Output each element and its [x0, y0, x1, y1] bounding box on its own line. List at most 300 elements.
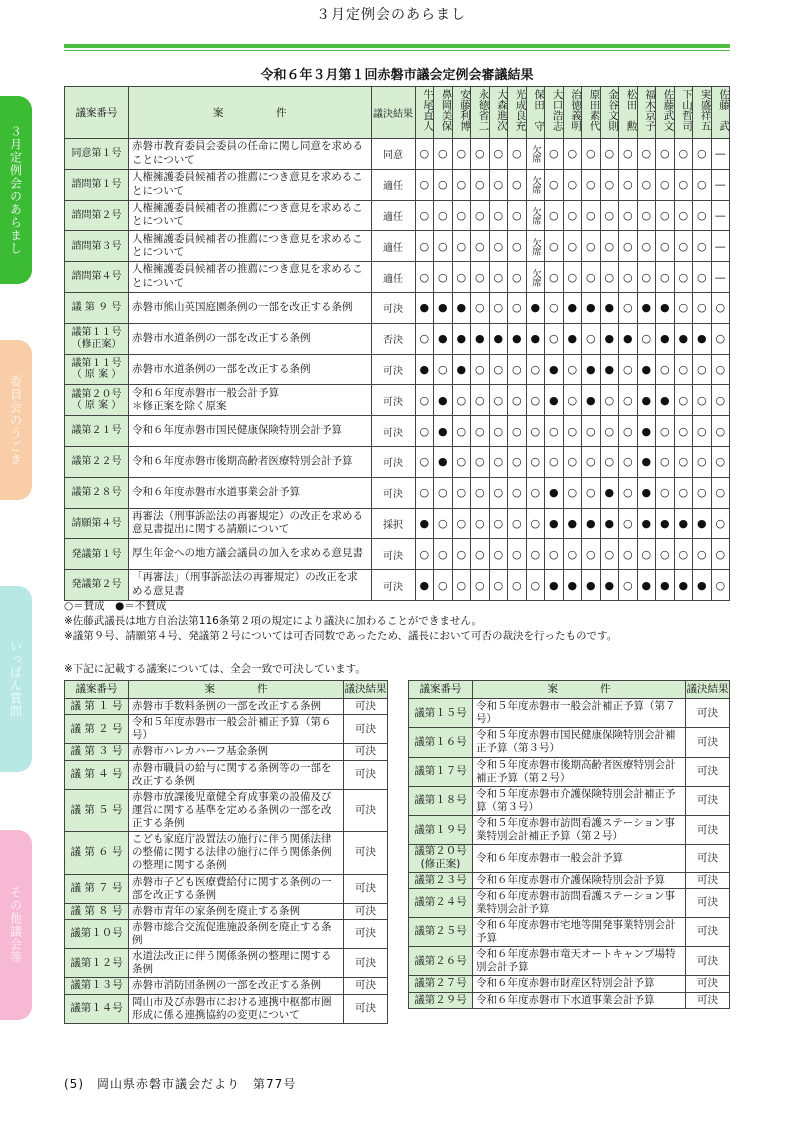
vote-cell: ○ [471, 200, 490, 231]
bill-result: 同意 [371, 139, 415, 170]
table-row [65, 416, 730, 447]
vote-cell: ○ [563, 169, 582, 200]
vote-cell: ○ [489, 539, 508, 570]
vote-cell: ○ [674, 139, 693, 170]
vote-cell: ● [582, 570, 601, 601]
bill-result: 可決 [344, 994, 388, 1023]
bill-result: 可決 [371, 292, 415, 323]
bill-number: 議第１７号 [409, 757, 473, 786]
vote-cell: ● [637, 385, 656, 416]
bill-item: 令和６年度赤磐市財産区特別会計予算 [473, 976, 686, 992]
bill-item: 令和６年度赤磐市一般会計予算 ＊修正案を除く原案 [129, 385, 372, 416]
vote-cell: ○ [619, 508, 638, 539]
member-name: 実盛祥五 [693, 87, 712, 139]
vote-cell: — [711, 139, 730, 170]
vote-cell: ● [434, 416, 453, 447]
bill-result: 可決 [344, 699, 388, 715]
vote-cell: ○ [674, 262, 693, 293]
bill-number: 議第１６号 [409, 728, 473, 757]
bill-number: 議第１８号 [409, 786, 473, 815]
vote-cell: ○ [656, 354, 675, 385]
vote-cell: ● [600, 323, 619, 354]
vote-cell: ○ [508, 200, 527, 231]
vote-cell: ○ [545, 169, 564, 200]
vote-cell: ○ [563, 139, 582, 170]
vote-cell: ○ [656, 262, 675, 293]
bill-item: 令和６年度赤磐市一般会計予算 [473, 845, 686, 872]
table-row [65, 919, 388, 948]
header-bill-number: 議案番号 [409, 681, 473, 699]
bill-result: 可決 [371, 416, 415, 447]
bill-number: 議第２１号 [65, 416, 129, 447]
vote-cell: ○ [471, 539, 490, 570]
bill-item: 赤磐市総合交流促進施設条例を廃止する条例 [129, 919, 344, 948]
table-row [65, 994, 388, 1023]
vote-cell: — [711, 231, 730, 262]
member-name: 松田 勲 [619, 87, 638, 139]
table-row [409, 976, 730, 992]
vote-cell: ○ [508, 231, 527, 262]
bill-number: 議 第 ２ 号 [65, 715, 129, 744]
vote-cell: ● [508, 323, 527, 354]
vote-cell: ○ [600, 262, 619, 293]
vote-cell: ● [415, 354, 434, 385]
header-item: 案 件 [473, 681, 686, 699]
table-row [409, 947, 730, 976]
bill-result: 可決 [686, 757, 730, 786]
member-name: 下山哲司 [674, 87, 693, 139]
vote-cell: ○ [563, 446, 582, 477]
bill-number: 議 第 ６ 号 [65, 832, 129, 874]
vote-cell: ● [471, 323, 490, 354]
table-row [65, 477, 730, 508]
vote-cell: ● [600, 354, 619, 385]
table-row [65, 446, 730, 477]
tie-note: ※議第９号、請願第４号、発議第２号については可否同数であったため、議長において可否の裁決を行ったものです。 [64, 630, 618, 642]
table-row [65, 744, 388, 760]
table-row [65, 715, 388, 744]
vote-cell: ○ [434, 477, 453, 508]
tab-general-questions[interactable]: いっぱん質問 [0, 586, 32, 772]
vote-cell: ○ [711, 446, 730, 477]
bill-result: 可決 [686, 786, 730, 815]
vote-cell: ○ [489, 354, 508, 385]
member-name: 光成良充 [508, 87, 527, 139]
vote-cell: ○ [489, 139, 508, 170]
vote-cell: ● [415, 570, 434, 601]
bill-result: 可決 [686, 976, 730, 992]
bill-result: 採択 [371, 508, 415, 539]
bill-number: 議第１５号 [409, 699, 473, 728]
vote-cell: ○ [545, 416, 564, 447]
vote-cell: ● [674, 323, 693, 354]
member-name: 原田素代 [582, 87, 601, 139]
table-row [65, 832, 388, 874]
bill-number: 議第２７号 [409, 976, 473, 992]
vote-cell: ● [582, 354, 601, 385]
vote-cell: ○ [489, 508, 508, 539]
vote-cell: ● [545, 570, 564, 601]
vote-cell: ○ [674, 539, 693, 570]
bill-result: 可決 [344, 919, 388, 948]
tab-other[interactable]: その他議会等 [0, 830, 32, 1020]
page-footer: (5) 岡山県赤磐市議会だより 第77号 [64, 1077, 297, 1091]
bill-item: 令和６年度赤磐市訪問看護ステーション事業特別会計予算 [473, 888, 686, 917]
vote-cell: ○ [637, 323, 656, 354]
vote-cell: ● [434, 323, 453, 354]
member-name: 福木京子 [637, 87, 656, 139]
vote-cell: ○ [415, 139, 434, 170]
bill-number: 議 第 ８ 号 [65, 903, 129, 919]
vote-cell: ○ [619, 446, 638, 477]
vote-cell: ○ [674, 169, 693, 200]
vote-cell: ○ [656, 139, 675, 170]
bill-number: 議第２６号 [409, 947, 473, 976]
bill-result: 可決 [371, 570, 415, 601]
vote-cell: ○ [452, 446, 471, 477]
vote-cell: ○ [508, 446, 527, 477]
table-row [65, 699, 388, 715]
vote-cell: ● [619, 323, 638, 354]
vote-cell: ○ [693, 477, 712, 508]
vote-cell: ○ [526, 416, 545, 447]
bill-number: 議第２３号 [409, 872, 473, 888]
vote-cell: ● [434, 292, 453, 323]
vote-cell: ● [563, 508, 582, 539]
vote-cell: ● [545, 354, 564, 385]
bill-item: 令和５年度赤磐市国民健康保険特別会計補正予算（第３号） [473, 728, 686, 757]
vote-cell: ● [434, 385, 453, 416]
vote-cell: ● [637, 477, 656, 508]
table-row [65, 949, 388, 978]
vote-cell: ○ [489, 231, 508, 262]
vote-cell: ● [674, 570, 693, 601]
vote-cell: ○ [415, 539, 434, 570]
header-result: 議決結果 [686, 681, 730, 699]
vote-cell: ○ [471, 570, 490, 601]
vote-cell: ○ [526, 570, 545, 601]
vote-cell: ○ [415, 262, 434, 293]
vote-cell: ○ [452, 139, 471, 170]
vote-cell: ○ [674, 446, 693, 477]
member-name: 大森進次 [489, 87, 508, 139]
vote-cell: ○ [600, 231, 619, 262]
vote-cell: ○ [508, 385, 527, 416]
vote-cell: ○ [563, 354, 582, 385]
vote-cell: 欠席 [526, 139, 545, 170]
vote-cell: ● [656, 323, 675, 354]
vote-cell: ○ [582, 200, 601, 231]
bill-item: 赤磐市放課後児童健全育成事業の設備及び運営に関する基準を定める条例の一部を改正する条例 [129, 789, 344, 831]
vote-cell: ● [415, 292, 434, 323]
bill-number: 議第１１号 （修正案） [65, 323, 129, 354]
bill-item: 令和５年度赤磐市訪問看護ステーション事業特別会計補正予算（第２号） [473, 816, 686, 845]
vote-cell: ● [600, 570, 619, 601]
vote-cell: ○ [508, 139, 527, 170]
bill-number: 議 第 ９ 号 [65, 292, 129, 323]
vote-cell: ○ [563, 231, 582, 262]
table-row [409, 845, 730, 872]
vote-cell: ○ [637, 262, 656, 293]
vote-cell: ● [637, 354, 656, 385]
bill-number: 議第１９号 [409, 816, 473, 845]
vote-cell: ○ [582, 446, 601, 477]
vote-cell: ○ [600, 169, 619, 200]
vote-cell: ○ [619, 139, 638, 170]
bill-number: 議第２９号 [409, 992, 473, 1008]
table-row [65, 508, 730, 539]
vote-cell: ● [656, 570, 675, 601]
vote-cell: ○ [452, 508, 471, 539]
bill-item: 令和５年度赤磐市一般会計補正予算（第６号） [129, 715, 344, 744]
vote-cell: — [711, 262, 730, 293]
bill-item: 令和６年度赤磐市国民健康保険特別会計予算 [129, 416, 372, 447]
vote-cell: ○ [526, 385, 545, 416]
table-row [409, 992, 730, 1008]
vote-cell: ○ [656, 200, 675, 231]
table-row [409, 872, 730, 888]
member-name: 大口浩志 [545, 87, 564, 139]
vote-cell: ○ [693, 446, 712, 477]
vote-cell: ○ [693, 292, 712, 323]
vote-cell: ○ [434, 354, 453, 385]
vote-cell: ○ [434, 508, 453, 539]
bill-number: 議第２８号 [65, 477, 129, 508]
vote-cell: ● [674, 508, 693, 539]
table-row [65, 354, 730, 385]
header-result: 議決結果 [371, 87, 415, 139]
vote-cell: ○ [545, 200, 564, 231]
bill-result: 適任 [371, 200, 415, 231]
vote-cell: ○ [489, 385, 508, 416]
vote-cell: ○ [452, 539, 471, 570]
tab-committee[interactable]: 委員会のうごき [0, 340, 32, 500]
table-row [409, 786, 730, 815]
bill-result: 可決 [371, 477, 415, 508]
page-header-title: ３月定例会のあらまし [316, 7, 466, 23]
vote-cell: ○ [600, 385, 619, 416]
vote-cell: ○ [415, 446, 434, 477]
vote-cell: ○ [674, 354, 693, 385]
vote-cell: ○ [656, 446, 675, 477]
vote-cell: ○ [637, 539, 656, 570]
vote-cell: ● [693, 570, 712, 601]
vote-cell: ● [582, 508, 601, 539]
vote-cell: ○ [711, 323, 730, 354]
vote-cell: 欠席 [526, 262, 545, 293]
bill-result: 否決 [371, 323, 415, 354]
bill-number: 議 第 １ 号 [65, 699, 129, 715]
vote-cell: ○ [452, 262, 471, 293]
vote-cell: ○ [545, 323, 564, 354]
table-row [65, 874, 388, 903]
vote-cell: ● [415, 508, 434, 539]
table-row [65, 760, 388, 789]
vote-cell: ○ [711, 508, 730, 539]
vote-cell: ○ [471, 477, 490, 508]
vote-cell: ○ [526, 539, 545, 570]
bill-item: 赤磐市熊山英国庭園条例の一部を改正する条例 [129, 292, 372, 323]
vote-cell: ○ [563, 477, 582, 508]
bill-result: 可決 [344, 789, 388, 831]
unanimous-table-left [64, 680, 388, 1024]
table-row [409, 888, 730, 917]
vote-cell: ○ [563, 539, 582, 570]
vote-cell: ○ [508, 477, 527, 508]
vote-cell: ○ [619, 262, 638, 293]
vote-cell: ○ [471, 385, 490, 416]
vote-cell: 欠席 [526, 231, 545, 262]
vote-cell: ○ [526, 508, 545, 539]
bill-number: 諮問第１号 [65, 169, 129, 200]
vote-cell: ○ [656, 231, 675, 262]
vote-cell: ○ [656, 477, 675, 508]
vote-cell: ○ [711, 570, 730, 601]
vote-cell: ○ [582, 477, 601, 508]
header-result: 議決結果 [344, 681, 388, 699]
vote-cell: ● [434, 446, 453, 477]
bill-item: 令和５年度赤磐市一般会計補正予算（第７号） [473, 699, 686, 728]
vote-cell: ○ [656, 539, 675, 570]
table-row [65, 169, 730, 200]
vote-cell: ○ [415, 231, 434, 262]
vote-cell: ● [600, 477, 619, 508]
vote-cell: ○ [434, 539, 453, 570]
header-bill-number: 議案番号 [65, 681, 129, 699]
vote-cell: ○ [526, 446, 545, 477]
bill-item: 人権擁護委員候補者の推薦につき意見を求めることについて [129, 169, 372, 200]
vote-cell: ○ [452, 231, 471, 262]
vote-cell: ● [452, 323, 471, 354]
bill-item: 人権擁護委員候補者の推薦につき意見を求めることについて [129, 262, 372, 293]
vote-cell: ○ [619, 169, 638, 200]
vote-cell: ○ [434, 169, 453, 200]
vote-cell: ○ [489, 416, 508, 447]
vote-cell: ○ [434, 231, 453, 262]
vote-cell: ○ [508, 508, 527, 539]
vote-cell: ○ [415, 323, 434, 354]
vote-cell: ○ [545, 446, 564, 477]
member-name: 治徳義明 [563, 87, 582, 139]
vote-cell: ● [563, 323, 582, 354]
vote-cell: ● [452, 354, 471, 385]
vote-cell: ○ [563, 200, 582, 231]
vote-cell: ○ [508, 169, 527, 200]
vote-cell: ● [637, 446, 656, 477]
vote-cell: ○ [471, 169, 490, 200]
vote-cell: ○ [693, 231, 712, 262]
vote-cell: ○ [508, 539, 527, 570]
bill-item: 人権擁護委員候補者の推薦につき意見を求めることについて [129, 231, 372, 262]
bill-number: 諮問第３号 [65, 231, 129, 262]
vote-cell: ○ [674, 416, 693, 447]
vote-cell: ○ [452, 570, 471, 601]
vote-cell: ○ [619, 477, 638, 508]
vote-cell: ● [452, 292, 471, 323]
bill-result: 可決 [686, 845, 730, 872]
vote-cell: ○ [619, 292, 638, 323]
bill-item: 「再審法」（刑事訴訟法の再審規定）の改正を求める意見書 [129, 570, 372, 601]
vote-cell: ○ [674, 292, 693, 323]
vote-cell: ○ [508, 292, 527, 323]
bill-item: 赤磐市水道条例の一部を改正する条例 [129, 354, 372, 385]
bill-item: 赤磐市ハレカハーフ基金条例 [129, 744, 344, 760]
vote-cell: ○ [582, 139, 601, 170]
bill-item: 人権擁護委員候補者の推薦につき意見を求めることについて [129, 200, 372, 231]
vote-cell: ○ [434, 262, 453, 293]
bill-item: 令和６年度赤磐市下水道事業会計予算 [473, 992, 686, 1008]
vote-cell: ● [693, 508, 712, 539]
vote-cell: ● [656, 508, 675, 539]
vote-cell: ● [656, 385, 675, 416]
bill-item: 再審法（刑事訴訟法の再審規定）の改正を求める意見書提出に関する請願について [129, 508, 372, 539]
vote-cell: ● [563, 570, 582, 601]
bill-item: 赤磐市手数料条例の一部を改正する条例 [129, 699, 344, 715]
vote-cell: ● [582, 385, 601, 416]
vote-cell: ○ [637, 139, 656, 170]
bill-result: 可決 [344, 832, 388, 874]
bill-result: 可決 [686, 992, 730, 1008]
bill-item: 令和６年度赤磐市介護保険特別会計予算 [473, 872, 686, 888]
vote-cell: ○ [471, 416, 490, 447]
table-row [65, 200, 730, 231]
bill-result: 可決 [686, 947, 730, 976]
bill-number: 議第１２号 [65, 949, 129, 978]
bill-result: 可決 [371, 446, 415, 477]
vote-cell: ● [637, 570, 656, 601]
vote-cell: ○ [489, 169, 508, 200]
vote-cell: ● [656, 292, 675, 323]
member-name: 鼻岡美保 [434, 87, 453, 139]
bill-result: 可決 [344, 903, 388, 919]
bill-number: 議第１１号 （ 原 案 ） [65, 354, 129, 385]
bill-number: 議第２４号 [409, 888, 473, 917]
bill-number: 議第２５号 [409, 917, 473, 946]
bill-number: 請願第４号 [65, 508, 129, 539]
tab-march-session[interactable]: ３月定例会のあらまし [0, 96, 32, 284]
vote-cell: ○ [563, 385, 582, 416]
table-row [65, 231, 730, 262]
bill-number: 議第１０号 [65, 919, 129, 948]
table-row [65, 570, 730, 601]
vote-cell: ○ [674, 477, 693, 508]
bill-result: 可決 [686, 888, 730, 917]
bill-number: 議第１３号 [65, 978, 129, 994]
vote-cell: ○ [693, 416, 712, 447]
table-row [409, 757, 730, 786]
vote-cell: ○ [582, 416, 601, 447]
bill-number: 議第１４号 [65, 994, 129, 1023]
vote-cell: ○ [600, 139, 619, 170]
bill-result: 可決 [344, 715, 388, 744]
vote-cell: ○ [637, 169, 656, 200]
vote-cell: ○ [508, 262, 527, 293]
vote-cell: ○ [693, 262, 712, 293]
unanimous-note: ※下記に記載する議案については、全会一致で可決しています。 [64, 663, 366, 675]
table-row [65, 539, 730, 570]
member-name: 佐藤武文 [656, 87, 675, 139]
notes [64, 599, 617, 644]
header-rule-thin [64, 50, 730, 51]
bill-result: 可決 [686, 728, 730, 757]
bill-result: 適任 [371, 262, 415, 293]
bill-result: 可決 [344, 949, 388, 978]
vote-cell: ● [563, 292, 582, 323]
vote-cell: ● [545, 385, 564, 416]
vote-cell: ○ [582, 231, 601, 262]
bill-item: 令和６年度赤磐市宅地等開発事業特別会計予算 [473, 917, 686, 946]
vote-cell: ○ [415, 385, 434, 416]
